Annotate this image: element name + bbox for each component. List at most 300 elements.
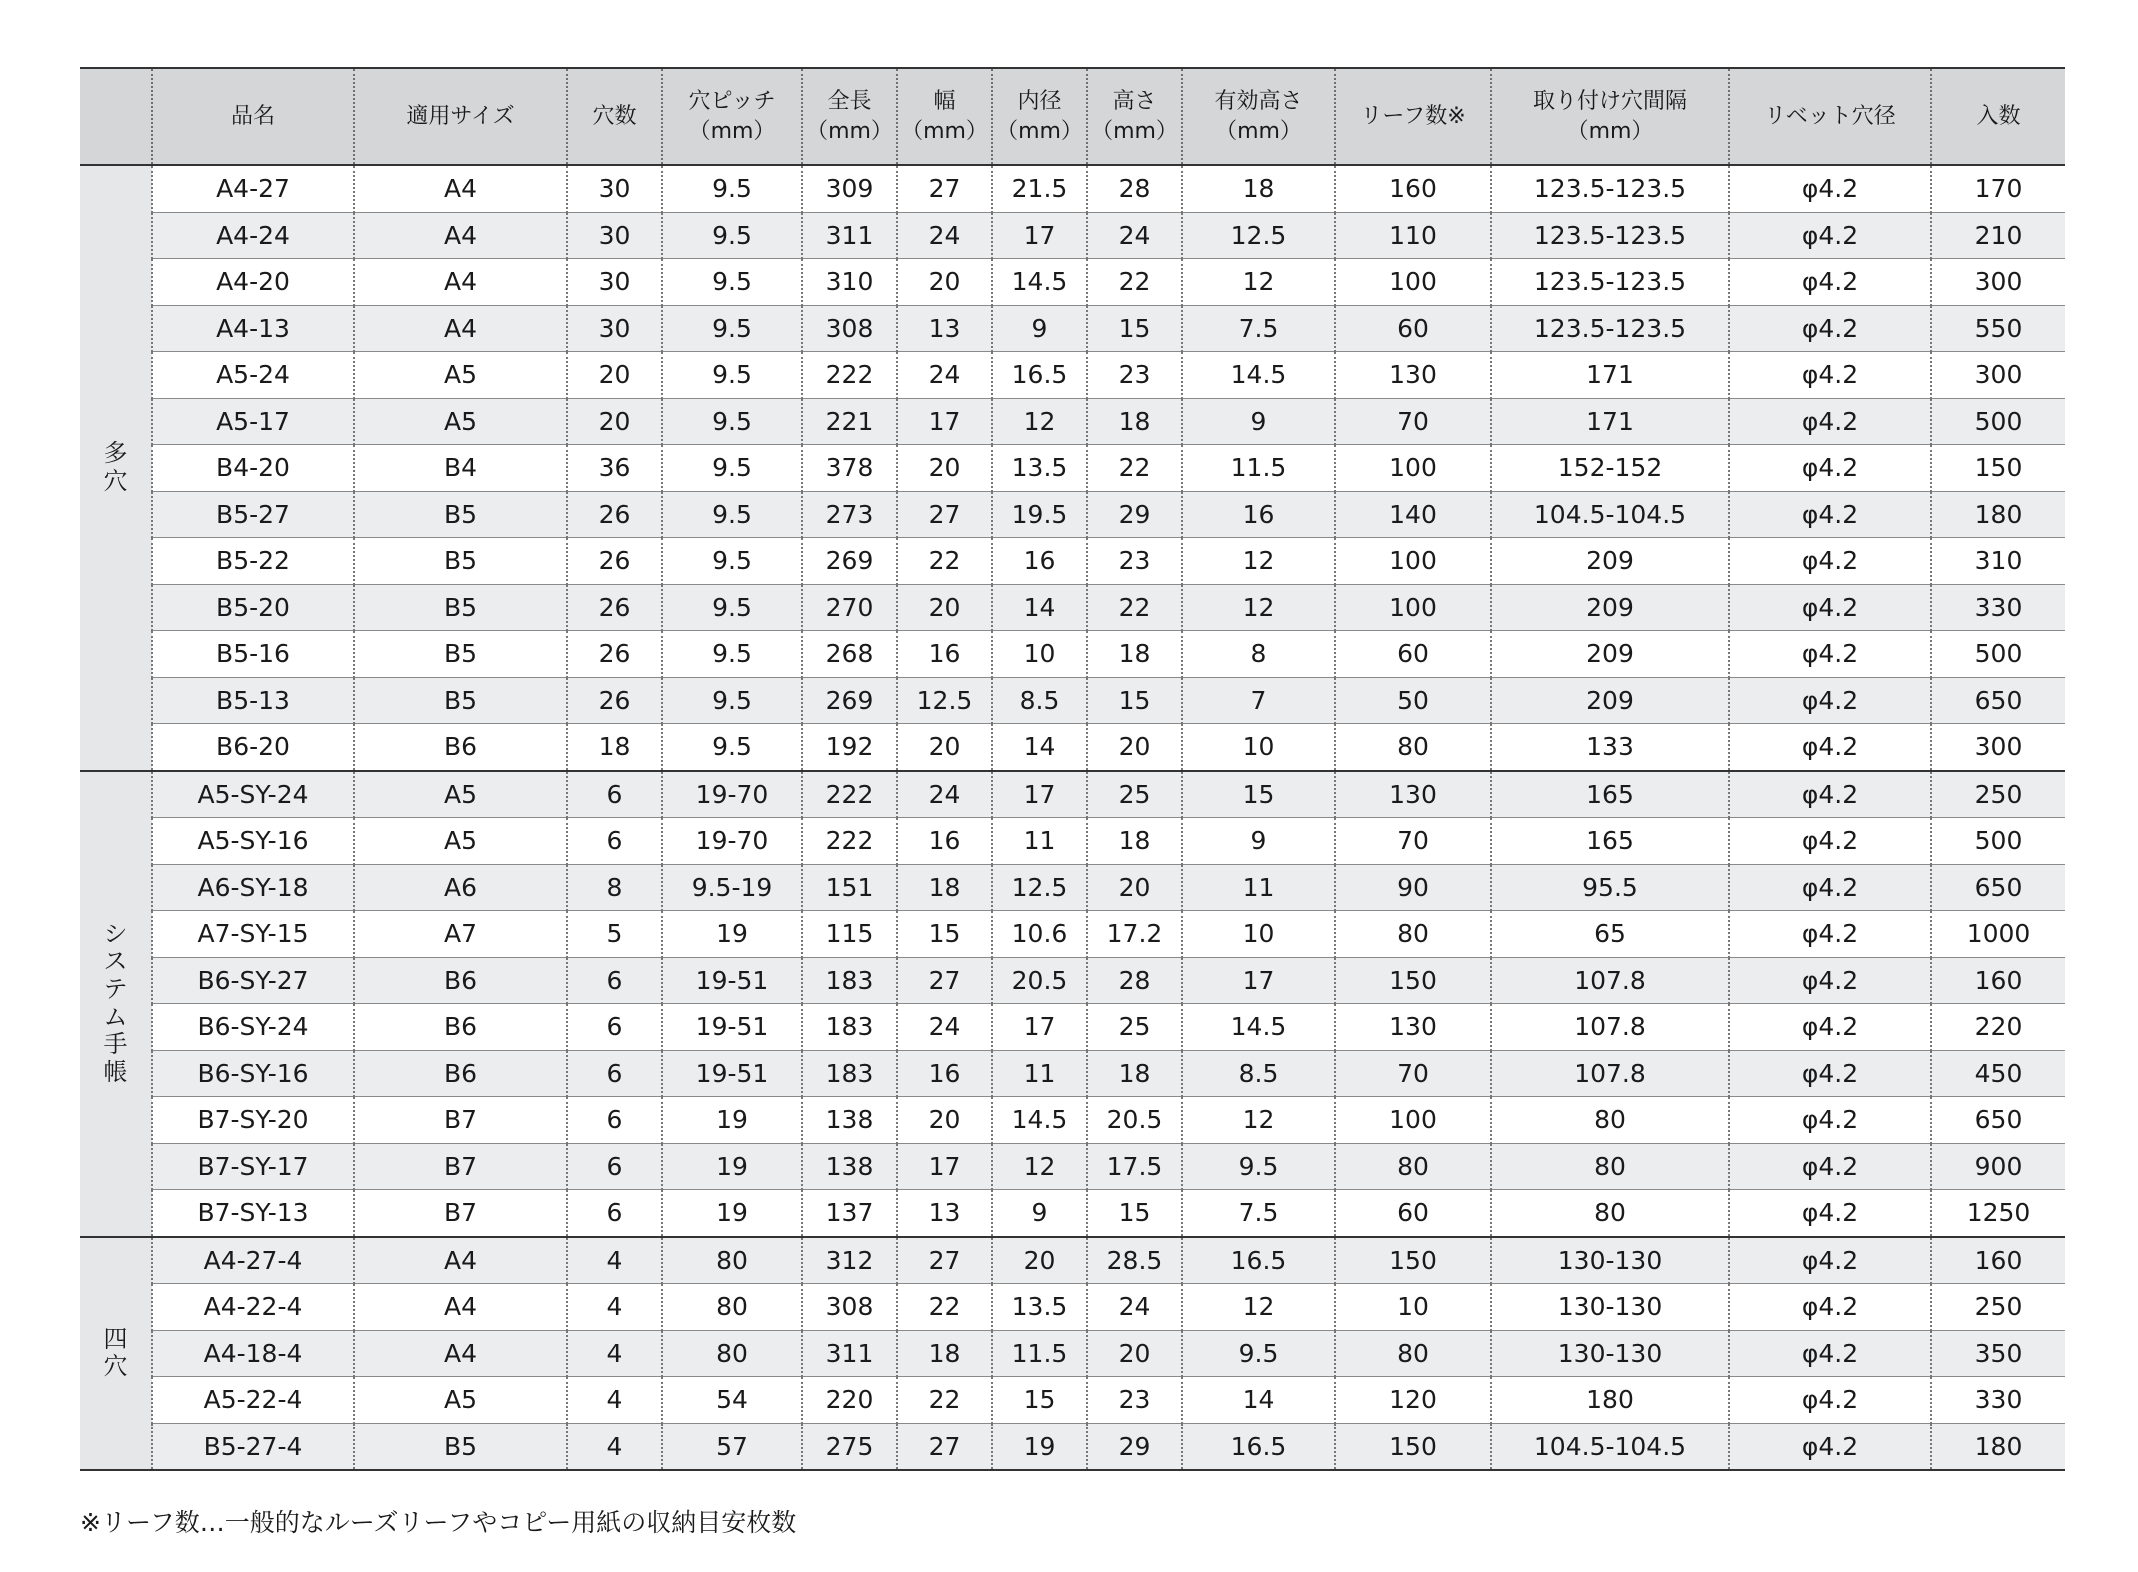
table-cell: 29 (1087, 491, 1182, 538)
table-cell: 300 (1931, 724, 2065, 771)
table-cell: 70 (1335, 1050, 1491, 1097)
table-cell: A5-17 (152, 398, 354, 445)
table-row (80, 724, 2065, 771)
table-cell: B5-16 (152, 631, 354, 678)
table-cell: A5-SY-24 (152, 771, 354, 818)
table-cell: φ4.2 (1729, 677, 1931, 724)
table-cell: 9.5 (662, 538, 802, 585)
table-cell: 300 (1931, 259, 2065, 306)
table-cell: 17 (897, 1143, 992, 1190)
column-header-label: 穴数 (592, 103, 637, 129)
table-cell: 11.5 (992, 1330, 1087, 1377)
table-cell: 350 (1931, 1330, 2065, 1377)
table-cell: 16.5 (1182, 1423, 1335, 1470)
table-cell: 1250 (1931, 1190, 2065, 1237)
table-cell: 308 (802, 1284, 897, 1331)
table-cell: 311 (802, 212, 897, 259)
table-cell: 300 (1931, 352, 2065, 399)
table-cell: 18 (1182, 165, 1335, 212)
table-cell: 9.5 (662, 677, 802, 724)
table-cell: 7.5 (1182, 1190, 1335, 1237)
table-row (80, 445, 2065, 492)
table-cell: 22 (897, 1377, 992, 1424)
table-cell: 60 (1335, 305, 1491, 352)
table-cell: 19-51 (662, 1050, 802, 1097)
column-header (1931, 68, 2065, 165)
table-cell: 10 (992, 631, 1087, 678)
table-cell: 24 (897, 212, 992, 259)
table-cell: 165 (1491, 771, 1729, 818)
table-cell: A7-SY-15 (152, 911, 354, 958)
table-cell: 26 (567, 538, 662, 585)
table-cell: 26 (567, 491, 662, 538)
table-cell: 9.5 (662, 165, 802, 212)
table-cell: A5 (354, 398, 567, 445)
table-cell: 273 (802, 491, 897, 538)
header-row (80, 68, 2065, 165)
table-cell: 19-70 (662, 771, 802, 818)
table-row (80, 584, 2065, 631)
table-cell: 268 (802, 631, 897, 678)
table-cell: B5-27-4 (152, 1423, 354, 1470)
table-cell: 221 (802, 398, 897, 445)
table-cell: 171 (1491, 352, 1729, 399)
table-cell: 10 (1335, 1284, 1491, 1331)
table-cell: φ4.2 (1729, 212, 1931, 259)
table-cell: φ4.2 (1729, 818, 1931, 865)
table-cell: 19-51 (662, 1004, 802, 1051)
table-cell: 80 (662, 1237, 802, 1284)
table-cell: 8.5 (992, 677, 1087, 724)
table-cell: φ4.2 (1729, 1097, 1931, 1144)
table-cell: 550 (1931, 305, 2065, 352)
table-cell: 30 (567, 165, 662, 212)
table-cell: 13.5 (992, 1284, 1087, 1331)
table-cell: 9 (992, 1190, 1087, 1237)
table-cell: 18 (897, 864, 992, 911)
column-header (152, 68, 354, 165)
table-cell: 209 (1491, 631, 1729, 678)
table-cell: 20 (1087, 1330, 1182, 1377)
table-cell: 9.5 (662, 445, 802, 492)
table-cell: 450 (1931, 1050, 2065, 1097)
table-cell: 165 (1491, 818, 1729, 865)
table-cell: 308 (802, 305, 897, 352)
table-cell: 6 (567, 1004, 662, 1051)
table-row (80, 771, 2065, 818)
table-cell: 80 (1335, 1330, 1491, 1377)
table-cell: 20.5 (992, 957, 1087, 1004)
table-cell: 90 (1335, 864, 1491, 911)
table-row (80, 1377, 2065, 1424)
table-cell: 50 (1335, 677, 1491, 724)
table-cell: B6 (354, 1050, 567, 1097)
table-cell: 13 (897, 1190, 992, 1237)
table-cell: 500 (1931, 631, 2065, 678)
group-label: 四穴 (103, 1324, 128, 1381)
column-header-unit: （mm） (688, 118, 776, 144)
table-row (80, 818, 2065, 865)
table-cell: 9 (992, 305, 1087, 352)
table-cell: φ4.2 (1729, 724, 1931, 771)
table-cell: φ4.2 (1729, 445, 1931, 492)
table-cell: B6-SY-27 (152, 957, 354, 1004)
table-cell: 123.5-123.5 (1491, 212, 1729, 259)
table-cell: 11 (1182, 864, 1335, 911)
table-cell: 14.5 (1182, 1004, 1335, 1051)
table-row (80, 1423, 2065, 1470)
table-cell: 13 (897, 305, 992, 352)
table-cell: 650 (1931, 864, 2065, 911)
table-cell: 80 (662, 1284, 802, 1331)
table-cell: 9.5 (662, 398, 802, 445)
column-header-label: 全長 (827, 88, 872, 114)
table-cell: 209 (1491, 538, 1729, 585)
table-cell: 12.5 (897, 677, 992, 724)
table-cell: A4 (354, 1237, 567, 1284)
table-cell: A4 (354, 1330, 567, 1377)
table-cell: A4 (354, 305, 567, 352)
table-cell: 27 (897, 1237, 992, 1284)
table-cell: 100 (1335, 538, 1491, 585)
column-header (1182, 68, 1335, 165)
table-cell: 9.5-19 (662, 864, 802, 911)
table-cell: 17 (992, 1004, 1087, 1051)
table-cell: 17 (992, 212, 1087, 259)
table-cell: 21.5 (992, 165, 1087, 212)
table-cell: 24 (1087, 1284, 1182, 1331)
table-cell: 9.5 (662, 259, 802, 306)
table-cell: 107.8 (1491, 1004, 1729, 1051)
column-header-unit: （mm） (806, 118, 893, 144)
table-cell: B7 (354, 1097, 567, 1144)
table-cell: 180 (1491, 1377, 1729, 1424)
table-cell: 115 (802, 911, 897, 958)
table-cell: 11 (992, 818, 1087, 865)
table-cell: 220 (1931, 1004, 2065, 1051)
table-cell: 9.5 (662, 724, 802, 771)
table-cell: 6 (567, 1097, 662, 1144)
table-cell: 130-130 (1491, 1237, 1729, 1284)
table-cell: 14 (992, 584, 1087, 631)
table-cell: 10 (1182, 724, 1335, 771)
table-cell: 9.5 (1182, 1330, 1335, 1377)
table-cell: 65 (1491, 911, 1729, 958)
table-cell: 54 (662, 1377, 802, 1424)
table-cell: φ4.2 (1729, 1423, 1931, 1470)
table-cell: A4-13 (152, 305, 354, 352)
column-header-label: 取り付け穴間隔 (1532, 88, 1687, 114)
column-header (567, 68, 662, 165)
table-cell: 80 (1335, 1143, 1491, 1190)
table-cell: 14.5 (992, 1097, 1087, 1144)
table-cell: 19 (662, 1143, 802, 1190)
table-header (80, 68, 2065, 165)
column-header-label: 品名 (230, 103, 275, 129)
table-cell: A4-27-4 (152, 1237, 354, 1284)
table-cell: φ4.2 (1729, 491, 1931, 538)
table-cell: 151 (802, 864, 897, 911)
table-cell: 15 (1087, 1190, 1182, 1237)
table-cell: 330 (1931, 1377, 2065, 1424)
table-cell: 500 (1931, 818, 2065, 865)
table-cell: 18 (567, 724, 662, 771)
table-cell: 20 (1087, 864, 1182, 911)
table-row (80, 1330, 2065, 1377)
table-cell: 57 (662, 1423, 802, 1470)
table-cell: A5-SY-16 (152, 818, 354, 865)
table-cell: 25 (1087, 771, 1182, 818)
table-cell: 15 (1087, 677, 1182, 724)
table-row (80, 259, 2065, 306)
column-header (354, 68, 567, 165)
table-cell: 500 (1931, 398, 2065, 445)
table-cell: 150 (1931, 445, 2065, 492)
table-cell: 24 (897, 1004, 992, 1051)
table-cell: φ4.2 (1729, 771, 1931, 818)
table-cell: 7 (1182, 677, 1335, 724)
table-cell: 19-70 (662, 818, 802, 865)
column-header-label: 穴ピッチ (688, 88, 776, 114)
table-cell: 16 (897, 818, 992, 865)
group-label-cell (80, 165, 152, 771)
table-cell: 138 (802, 1097, 897, 1144)
table-cell: 130-130 (1491, 1284, 1729, 1331)
table-cell: 4 (567, 1237, 662, 1284)
table-cell: A4-20 (152, 259, 354, 306)
table-cell: φ4.2 (1729, 1284, 1931, 1331)
table-cell: 269 (802, 677, 897, 724)
table-cell: 20 (992, 1237, 1087, 1284)
group-label: 多穴 (103, 439, 128, 495)
table-row (80, 212, 2065, 259)
table-cell: 28.5 (1087, 1237, 1182, 1284)
table-cell: 24 (897, 771, 992, 818)
table-cell: 183 (802, 1004, 897, 1051)
table-cell: 312 (802, 1237, 897, 1284)
table-cell: B7 (354, 1143, 567, 1190)
table-cell: 100 (1335, 445, 1491, 492)
table-row (80, 631, 2065, 678)
table-cell: B4-20 (152, 445, 354, 492)
table-cell: 269 (802, 538, 897, 585)
table-cell: B5 (354, 1423, 567, 1470)
table-cell: B6 (354, 724, 567, 771)
table-cell: φ4.2 (1729, 1050, 1931, 1097)
table-cell: B5-13 (152, 677, 354, 724)
column-header-label: 幅 (933, 88, 956, 114)
table-cell: 26 (567, 677, 662, 724)
table-cell: 6 (567, 818, 662, 865)
table-cell: B6-SY-16 (152, 1050, 354, 1097)
table-cell: 160 (1931, 1237, 2065, 1284)
table-cell: 130-130 (1491, 1330, 1729, 1377)
column-header (802, 68, 897, 165)
table-cell: 12 (1182, 1097, 1335, 1144)
table-cell: 23 (1087, 538, 1182, 585)
table-cell: 183 (802, 1050, 897, 1097)
table-cell: 17 (1182, 957, 1335, 1004)
table-cell: 20 (897, 259, 992, 306)
table-cell: A4-27 (152, 165, 354, 212)
table-cell: 60 (1335, 1190, 1491, 1237)
table-cell: 16 (897, 1050, 992, 1097)
table-cell: 180 (1931, 491, 2065, 538)
table-cell: 192 (802, 724, 897, 771)
table-cell: 150 (1335, 1423, 1491, 1470)
table-cell: 150 (1335, 957, 1491, 1004)
table-cell: 9.5 (662, 352, 802, 399)
table-cell: 5 (567, 911, 662, 958)
table-cell: 16 (1182, 491, 1335, 538)
table-cell: 15 (1087, 305, 1182, 352)
table-cell: 10 (1182, 911, 1335, 958)
table-cell: B7-SY-13 (152, 1190, 354, 1237)
table-cell: 16 (897, 631, 992, 678)
table-cell: 13.5 (992, 445, 1087, 492)
column-header-label: 入数 (1976, 103, 2021, 129)
table-cell: 183 (802, 957, 897, 1004)
table-cell: 17 (897, 398, 992, 445)
table-cell: B5 (354, 677, 567, 724)
table-cell: A7 (354, 911, 567, 958)
table-cell: 9 (1182, 818, 1335, 865)
table-cell: 6 (567, 1050, 662, 1097)
table-cell: B6-20 (152, 724, 354, 771)
table-cell: 30 (567, 305, 662, 352)
table-cell: 19-51 (662, 957, 802, 1004)
table-cell: 14.5 (1182, 352, 1335, 399)
column-header (897, 68, 992, 165)
table-cell: 152-152 (1491, 445, 1729, 492)
table-cell: 100 (1335, 584, 1491, 631)
table-row (80, 1284, 2065, 1331)
table-cell: 20 (567, 398, 662, 445)
table-cell: φ4.2 (1729, 305, 1931, 352)
table-row (80, 911, 2065, 958)
table-cell: A5 (354, 771, 567, 818)
table-cell: B7 (354, 1190, 567, 1237)
table-cell: 18 (897, 1330, 992, 1377)
table-cell: 311 (802, 1330, 897, 1377)
table-cell: 80 (1335, 911, 1491, 958)
table-cell: 130 (1335, 1004, 1491, 1051)
table-cell: 26 (567, 631, 662, 678)
footnote: ※リーフ数…一般的なルーズリーフやコピー用紙の収納目安枚数 (80, 1508, 797, 1537)
table-cell: B5 (354, 631, 567, 678)
table-cell: 160 (1931, 957, 2065, 1004)
table-cell: 209 (1491, 677, 1729, 724)
table-cell: 100 (1335, 1097, 1491, 1144)
table-cell: 107.8 (1491, 957, 1729, 1004)
table-cell: 130 (1335, 771, 1491, 818)
table-cell: 6 (567, 771, 662, 818)
column-header-label: 高さ (1112, 88, 1157, 114)
column-header-unit: （mm） (1215, 118, 1302, 144)
table-cell: 650 (1931, 677, 2065, 724)
table-cell: 16 (992, 538, 1087, 585)
table-cell: 900 (1931, 1143, 2065, 1190)
table-cell: 9.5 (1182, 1143, 1335, 1190)
table-row (80, 1143, 2065, 1190)
table-cell: 123.5-123.5 (1491, 165, 1729, 212)
table-cell: 22 (1087, 445, 1182, 492)
table-cell: 36 (567, 445, 662, 492)
table-cell: φ4.2 (1729, 398, 1931, 445)
table-cell: 10.6 (992, 911, 1087, 958)
table-cell: A5-22-4 (152, 1377, 354, 1424)
table-cell: 11.5 (1182, 445, 1335, 492)
table-cell: 22 (897, 1284, 992, 1331)
table-cell: 170 (1931, 165, 2065, 212)
table-row (80, 1097, 2065, 1144)
table-cell: 80 (1335, 724, 1491, 771)
table-cell: 11 (992, 1050, 1087, 1097)
table-cell: 110 (1335, 212, 1491, 259)
table-cell: 8.5 (1182, 1050, 1335, 1097)
table-cell: 26 (567, 584, 662, 631)
column-header (1491, 68, 1729, 165)
table-cell: φ4.2 (1729, 1237, 1931, 1284)
column-header-unit: （mm） (1566, 118, 1654, 144)
table-cell: 22 (897, 538, 992, 585)
table-row (80, 1237, 2065, 1284)
column-header-label: 内径 (1017, 88, 1062, 114)
table-row (80, 538, 2065, 585)
table-cell: 133 (1491, 724, 1729, 771)
table-cell: 23 (1087, 352, 1182, 399)
table-cell: 250 (1931, 771, 2065, 818)
table-cell: 104.5-104.5 (1491, 1423, 1729, 1470)
table-cell: 19.5 (992, 491, 1087, 538)
table-cell: 60 (1335, 631, 1491, 678)
table-cell: 80 (662, 1330, 802, 1377)
table-cell: 6 (567, 957, 662, 1004)
table-cell: 20 (897, 1097, 992, 1144)
table-cell: 24 (1087, 212, 1182, 259)
table-cell: 8 (567, 864, 662, 911)
spec-table (80, 67, 2065, 1471)
table-cell: 209 (1491, 584, 1729, 631)
column-header (1729, 68, 1931, 165)
table-cell: φ4.2 (1729, 1004, 1931, 1051)
table-cell: 107.8 (1491, 1050, 1729, 1097)
table-cell: 222 (802, 818, 897, 865)
table-cell: 20.5 (1087, 1097, 1182, 1144)
table-cell: 137 (802, 1190, 897, 1237)
table-cell: A4 (354, 165, 567, 212)
table-cell: φ4.2 (1729, 957, 1931, 1004)
table-cell: A4-22-4 (152, 1284, 354, 1331)
column-header (1087, 68, 1182, 165)
table-cell: 18 (1087, 631, 1182, 678)
table-cell: A6-SY-18 (152, 864, 354, 911)
table-cell: φ4.2 (1729, 631, 1931, 678)
table-cell: 12 (1182, 1284, 1335, 1331)
table-cell: φ4.2 (1729, 1377, 1931, 1424)
table-cell: 6 (567, 1143, 662, 1190)
table-cell: 19 (662, 1190, 802, 1237)
table-row (80, 1050, 2065, 1097)
table-cell: 12 (1182, 584, 1335, 631)
table-cell: φ4.2 (1729, 165, 1931, 212)
table-row (80, 491, 2065, 538)
table-cell: 95.5 (1491, 864, 1729, 911)
table-row (80, 352, 2065, 399)
group-label-cell (80, 771, 152, 1237)
table-cell: 80 (1491, 1190, 1729, 1237)
table-cell: 19 (662, 1097, 802, 1144)
